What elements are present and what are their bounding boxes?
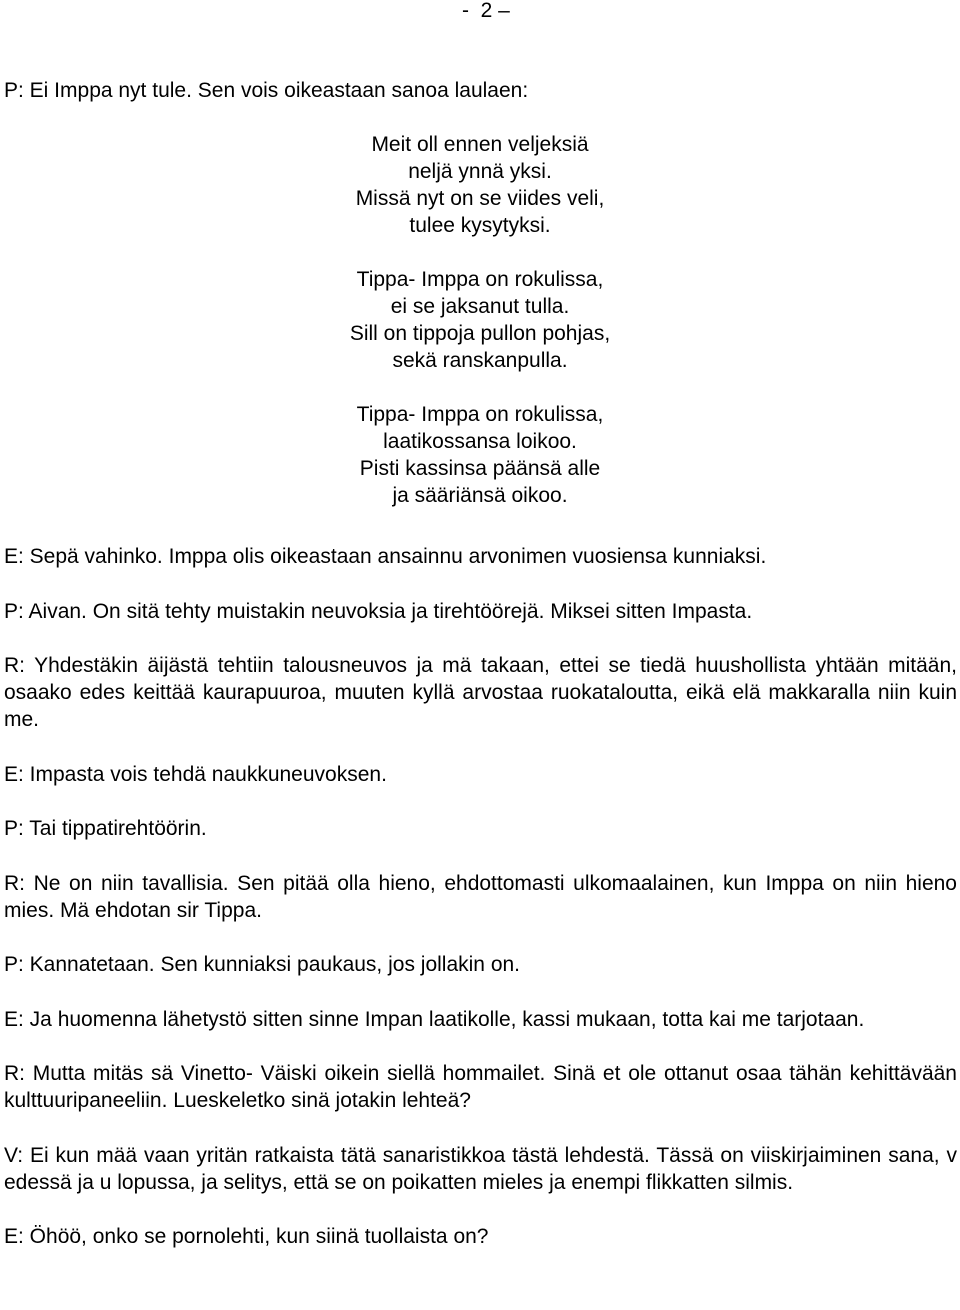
intro-line: P: Ei Imppa nyt tule. Sen vois oikeastaan sanoa laulaen: (4, 79, 529, 102)
dialogue-paragraph: E: Ja huomenna lähetystö sitten sinne Impan laatikolle, kassi mukaan, totta kai me tarjotaan. (4, 1007, 865, 1031)
poem-line: Sill on tippoja pullon pohjas, (349, 322, 611, 345)
poem-line: laatikossansa loikoo. (383, 430, 577, 453)
dialogue-paragraph: R: Mutta mitäs sä Vinetto- Väiski oikein siellä hommailet. Sinä et ole ottanut osaa tähän kehittävään kulttuuripaneeliin. Lueskeletko sinä jotakin lehteä? (4, 1062, 957, 1112)
dialogue-paragraph: R: Yhdestäkin äijästä tehtiin talousneuvos ja mä takaan, ettei se tiedä huushollista yhtään mitään, osaako edes keittää kaurapuuroa, muuten kyllä arvostaa ruokataloutta, eikä elä makkaralla niin kuin me. (4, 654, 957, 731)
poem-line: tulee kysytyksi. (409, 214, 551, 237)
poem-line: ei se jaksanut tulla. (390, 295, 570, 318)
dialogue-paragraph: P: Kannatetaan. Sen kunniaksi paukaus, jos jollakin on. (4, 953, 521, 976)
poem-line: Meit oll ennen veljeksiä (371, 133, 589, 156)
poem-stanza (240, 401, 720, 509)
dialogue-paragraph: E: Impasta vois tehdä naukkuneuvoksen. (4, 762, 387, 786)
poem (240, 131, 720, 536)
dialogue-paragraph: E: Sepä vahinko. Imppa olis oikeastaan ansainnu arvonimen vuosiensa kunniaksi. (4, 545, 767, 568)
poem-line: neljä ynnä yksi. (408, 160, 552, 183)
poem-stanza (240, 266, 720, 374)
poem-stanza (240, 131, 720, 239)
poem-line: Missä nyt on se viides veli, (355, 187, 605, 210)
poem-line: Pisti kassinsa päänsä alle (359, 457, 601, 480)
poem-line: Tippa- Imppa on rokulissa, (356, 403, 604, 426)
dialogue-paragraph: P: Aivan. On sitä tehty muistakin neuvoksia ja tirehtöörejä. Miksei sitten Impasta. (4, 599, 753, 623)
dialogue-paragraph: P: Tai tippatirehtöörin. (4, 817, 207, 840)
dialogue (4, 543, 957, 1278)
page-number: - 2 – (462, 0, 510, 22)
dialogue-paragraph: E: Öhöö, onko se pornolehti, kun siinä tuollaista on? (4, 1225, 489, 1248)
dialogue-paragraph: R: Ne on niin tavallisia. Sen pitää olla hieno, ehdottomasti ulkomaalainen, kun Imppa on niin hieno mies. Mä ehdotan sir Tippa. (4, 871, 957, 922)
poem-line: ja sääriänsä oikoo. (392, 484, 568, 507)
dialogue-paragraph: V: Ei kun mää vaan yritän ratkaista tätä sanaristikkoa tästä lehdestä. Tässä on viiskirjaiminen sana, v edessä ja u lopussa, ja selitys, että se on poikatten mieles ja enempi flikkatten silmis. (4, 1143, 957, 1194)
poem-line: Tippa- Imppa on rokulissa, (356, 268, 604, 291)
poem-line: sekä ranskanpulla. (392, 349, 568, 372)
